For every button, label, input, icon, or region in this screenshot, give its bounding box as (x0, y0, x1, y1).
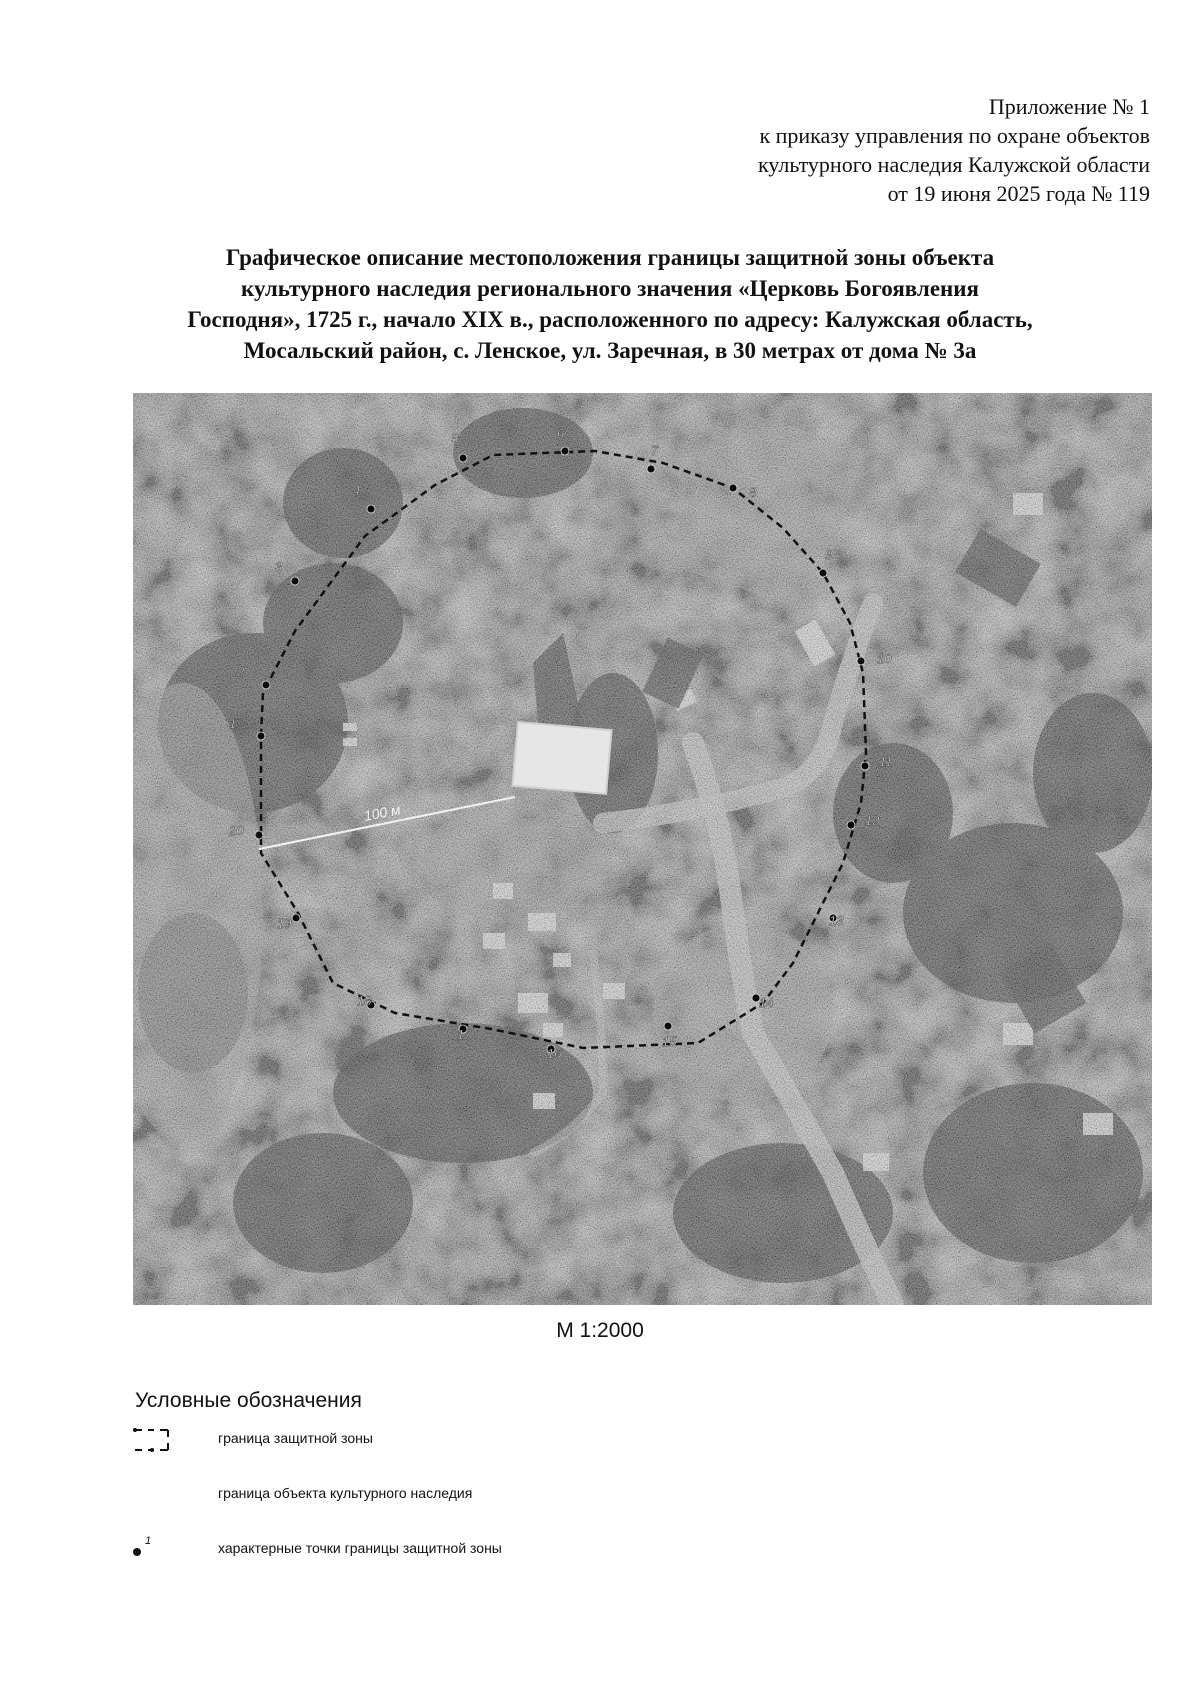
point-label-16: 16 (547, 1046, 562, 1061)
characteristic-point-2 (262, 681, 270, 689)
point-dot (133, 1548, 141, 1556)
point-label-3: 3 (275, 559, 283, 574)
title-line-3: Господня», 1725 г., начало XIX в., расположенного по адресу: Калужская область, (187, 307, 1033, 332)
point-label-2: 2 (237, 664, 245, 679)
point-label-5: 5 (451, 431, 459, 446)
point-number-sample: 1 (145, 1535, 152, 1547)
characteristic-point-19 (292, 914, 300, 922)
map-scale: М 1:2000 (556, 1319, 644, 1342)
title-line-2: культурного наследия регионального значения «Церковь Богоявления (241, 276, 979, 301)
legend-item-characteristic-points (130, 1535, 830, 1565)
characteristic-point-15 (664, 1022, 672, 1030)
legend-item-zone-boundary (130, 1425, 830, 1455)
point-label-9: 9 (825, 547, 833, 562)
order-authority: культурного наследия Калужской области (758, 152, 1150, 177)
characteristic-point-10 (857, 657, 865, 665)
point-label-13: 13 (829, 913, 844, 928)
point-label-15: 15 (662, 1034, 677, 1049)
point-label-18: 18 (357, 993, 372, 1008)
title-line-1: Графическое описание местоположения границы защитной зоны объекта (225, 245, 995, 270)
point-label-17: 17 (457, 1027, 472, 1042)
point-label-20: 20 (229, 823, 244, 838)
legend-label-characteristic-points: характерные точки границы защитной зоны (218, 1540, 502, 1556)
point-label-7: 7 (651, 443, 659, 458)
zone-boundary-symbol (130, 1425, 190, 1455)
document-title (120, 242, 1100, 366)
radius-label: 100 м (362, 801, 402, 824)
point-label-19: 19 (277, 916, 292, 931)
legend-label-zone-boundary: граница защитной зоны (218, 1430, 373, 1446)
point-label-8: 8 (749, 485, 757, 500)
point-label-6: 6 (557, 426, 565, 441)
appendix-header (590, 92, 1150, 208)
appendix-number: Приложение № 1 (988, 94, 1150, 119)
order-date: от 19 июня 2025 года № 119 (887, 181, 1150, 206)
legend-label-heritage-boundary: граница объекта культурного наследия (218, 1485, 473, 1501)
point-label-4: 4 (353, 483, 361, 498)
characteristic-point-symbol (130, 1535, 190, 1565)
point-label-14: 14 (759, 995, 774, 1010)
heritage-object-boundary (512, 722, 611, 794)
point-label-11: 11 (879, 754, 893, 769)
characteristic-point-12 (847, 821, 855, 829)
point-label-1: 1 (229, 716, 237, 731)
map-svg (133, 393, 1152, 1305)
characteristic-point-1 (257, 732, 265, 740)
characteristic-point-5 (459, 454, 467, 462)
characteristic-point-3 (291, 577, 299, 585)
characteristic-point-11 (861, 762, 869, 770)
characteristic-point-4 (367, 505, 375, 513)
characteristic-point-8 (729, 484, 737, 492)
characteristic-point-6 (561, 447, 569, 455)
characteristic-point-20 (255, 831, 263, 839)
title-line-4: Мосальский район, с. Ленское, ул. Заречная, в 30 метрах от дома № 3а (243, 338, 977, 363)
legend-item-heritage-boundary (130, 1480, 830, 1510)
order-reference: к приказу управления по охране объектов (759, 123, 1150, 148)
characteristic-point-7 (647, 465, 655, 473)
legend-title: Условные обозначения (135, 1389, 362, 1412)
aerial-map (133, 393, 1152, 1305)
point-label-12: 12 (865, 813, 880, 828)
characteristic-point-9 (819, 569, 827, 577)
photo-grain (133, 393, 1152, 1305)
point-label-10: 10 (877, 651, 892, 666)
